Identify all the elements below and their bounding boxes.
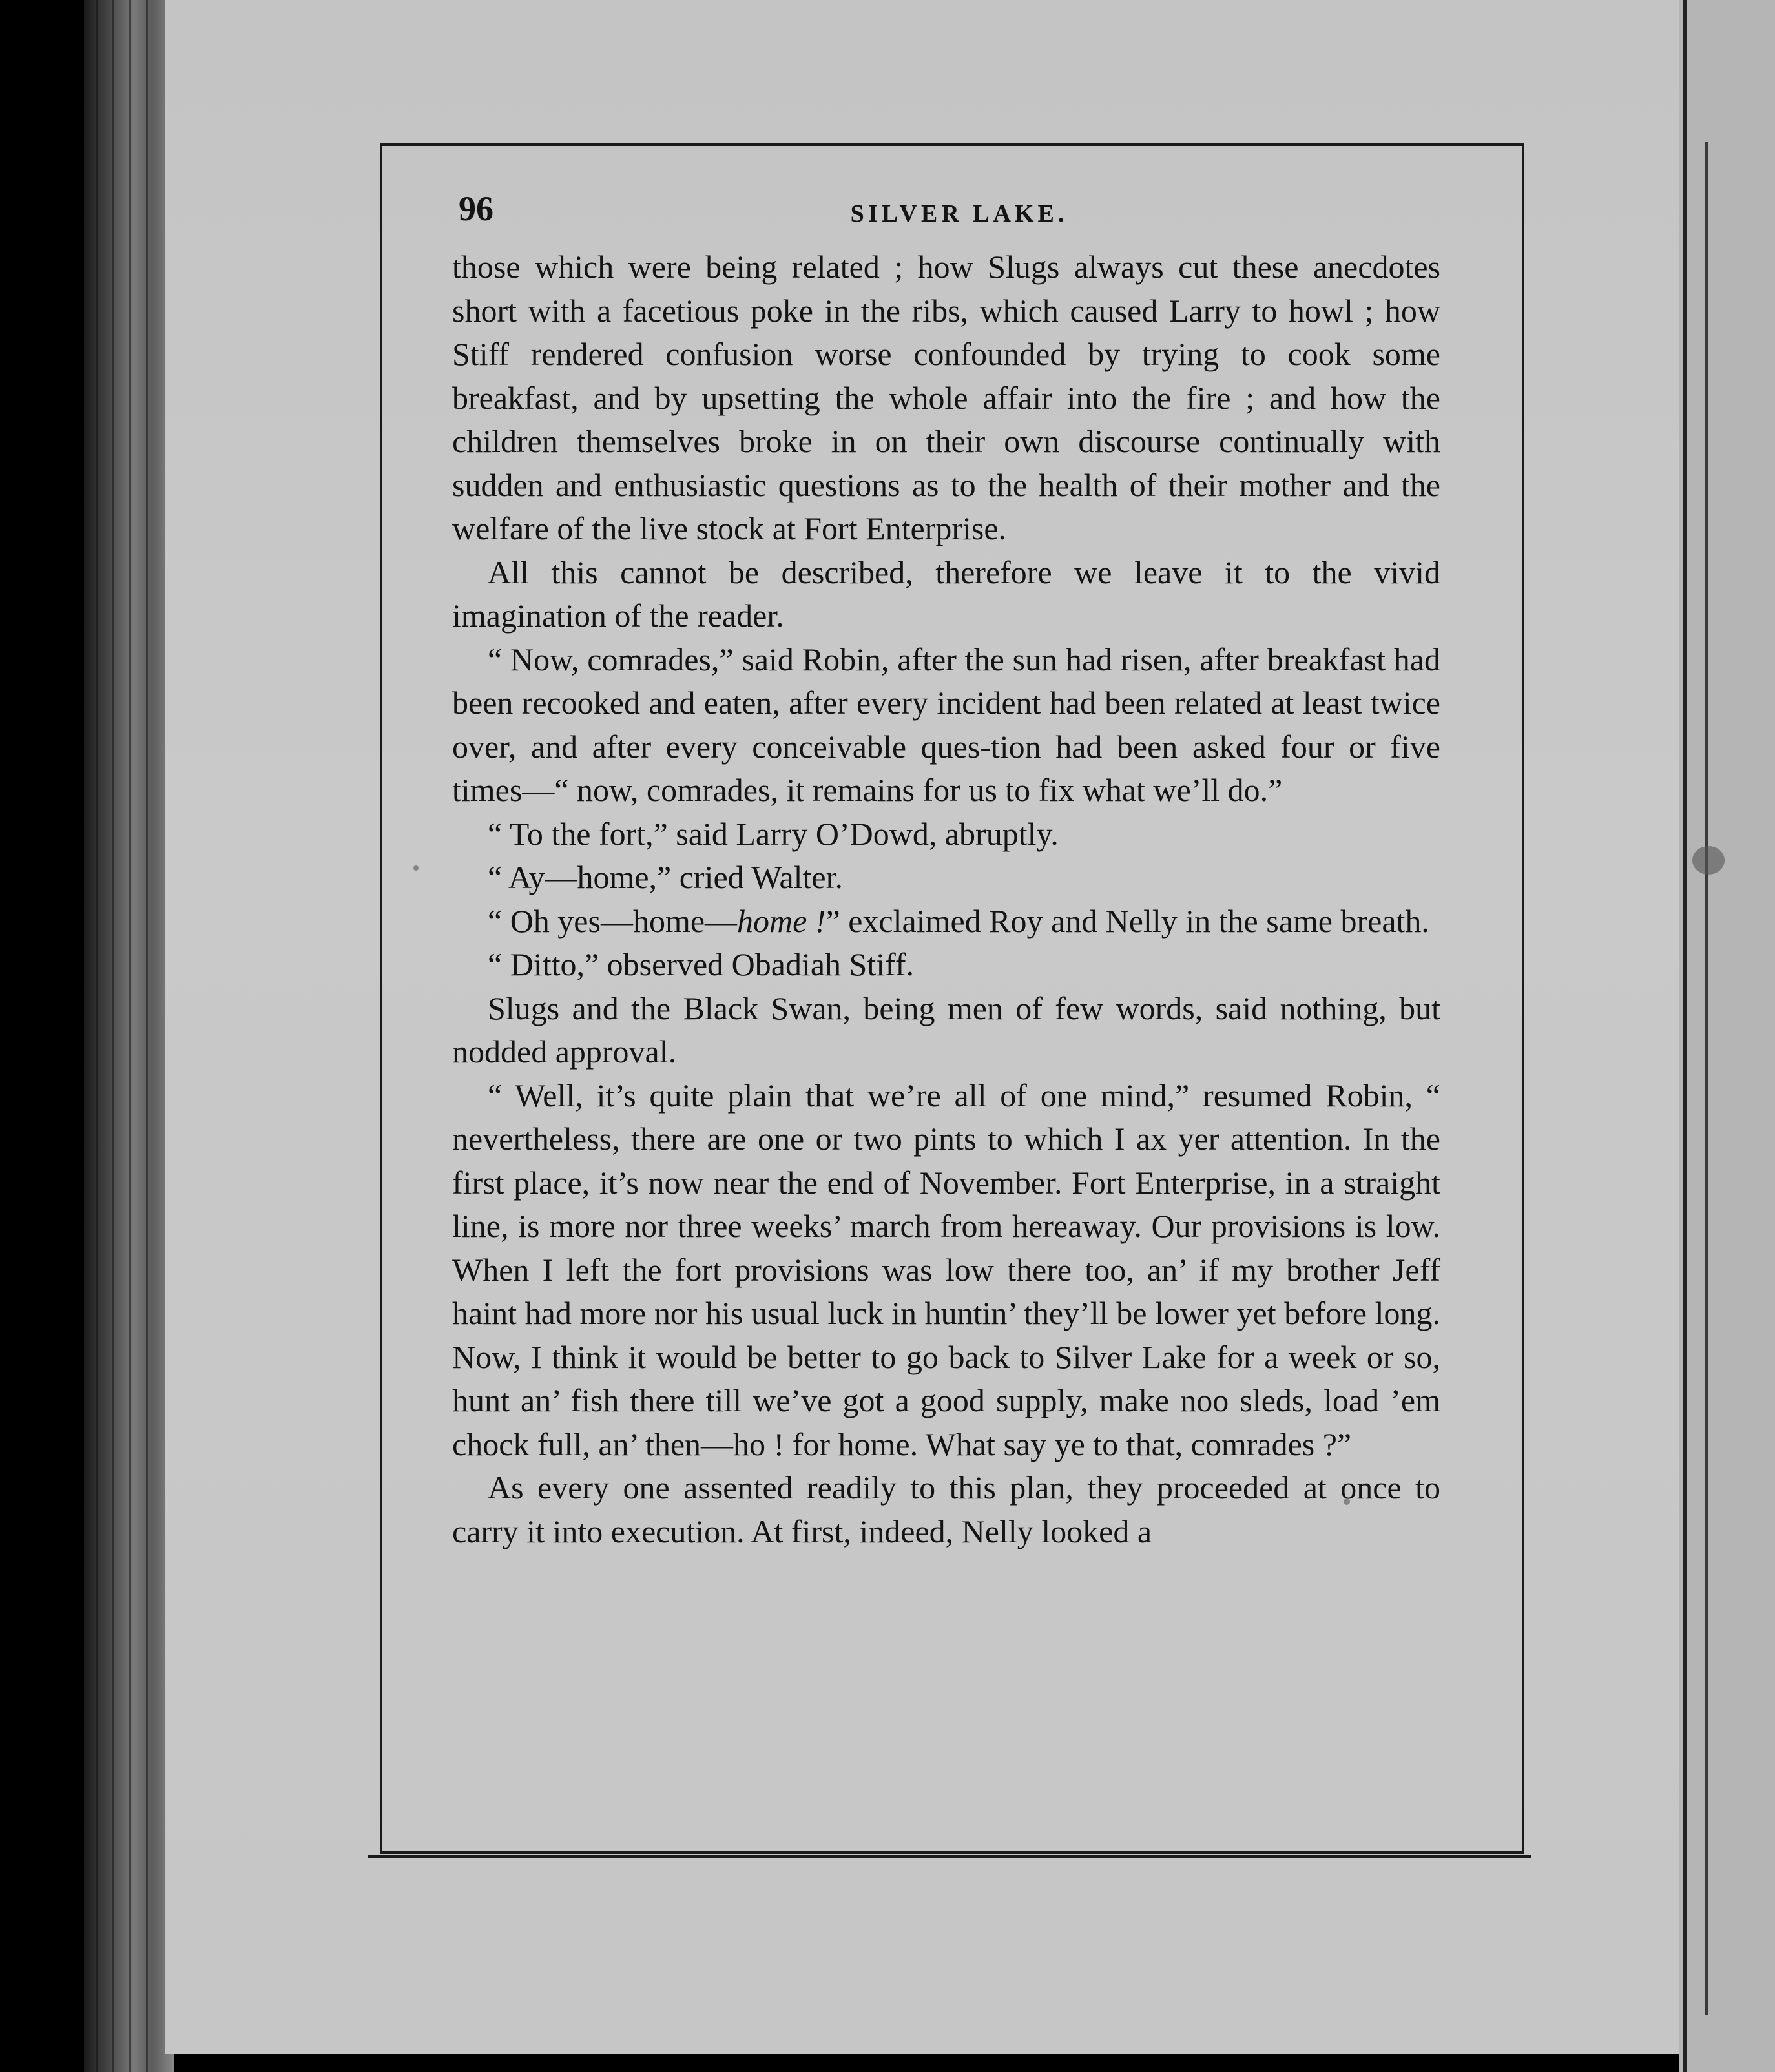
facing-page-rule — [1683, 0, 1687, 2072]
paragraph: “ Ay—home,” cried Walter. — [488, 859, 843, 895]
paragraph: those which were being related ; how Slugs always cut these anecdotes short with a facetious poke in the ribs, which caused Larry to howl ; how Stiff rendered confusion worse confounded by trying to cook some breakfast, and by upsetting the whole affair into the fire ; and how the children themselves broke in on their own discourse continually with sudden and enthusiastic questions as to the health of their mother and the welfare of the live stock at Fort Enterprise. — [452, 249, 1440, 546]
paragraph — [452, 900, 1440, 944]
paragraph-text: “ Oh yes—home— — [488, 902, 738, 939]
page-edge-line — [112, 0, 114, 2072]
paragraph: “ Well, it’s quite plain that we’re all of one mind,” resumed Robin, “ nevertheless, there are one or two pints to which I ax yer attention. In the first place, it’s now near the end of November. Fort Enterprise, in a straight line, is more nor three weeks’ march from hereaway. Our provisions is low. When I left the fort provisions was low there too, an’ if my brother Jeff haint had more nor his usual luck in huntin’ they’ll be lower yet before long. Now, I think it would be better to go back to Silver Lake for a week or so, hunt an’ fish there till we’ve got a good supply, make noo sleds, load ’em chock full, an’ then—ho ! for home. What say ye to that, comrades ?” — [452, 1077, 1440, 1462]
page-stack-edge — [84, 0, 174, 2072]
emphasized-text: home ! — [737, 902, 826, 939]
page-edge-line — [129, 0, 131, 2072]
paragraph: “ To the fort,” said Larry O’Dowd, abruptly. — [488, 815, 1059, 852]
ink-blot — [1692, 846, 1725, 875]
paragraph-text: ” exclaimed Roy and Nelly in the same breath. — [825, 902, 1429, 939]
paragraph: As every one assented readily to this plan, they proceeded at once to carry it into execution. At first, indeed, Nelly looked a — [452, 1469, 1440, 1549]
page-edge-line — [146, 0, 148, 2072]
paragraph: “ Now, comrades,” said Robin, after the sun had risen, after breakfast had been recooked and eaten, after every incident had been related at least twice over, and after every conceivable ques-tion had been asked four or five times—“ now, comrades, it remains for us to fix what we’ll do.” — [452, 641, 1440, 808]
running-head — [452, 187, 1440, 245]
facing-page-edge — [1679, 0, 1775, 2072]
paragraph: Slugs and the Black Swan, being men of few words, said nothing, but nodded approval. — [452, 989, 1440, 1070]
frame-bottom-rule — [368, 1855, 1531, 1858]
running-title: SILVER LAKE. — [850, 200, 1068, 227]
page-text — [452, 187, 1440, 1553]
page-edge-line — [96, 0, 98, 2072]
paragraph: “ Ditto,” observed Obadiah Stiff. — [488, 946, 915, 982]
facing-page-rule — [1705, 142, 1708, 2015]
paragraph: All this cannot be described, therefore we leave it to the vivid imagination of the reader. — [452, 554, 1440, 634]
page-number: 96 — [459, 189, 493, 228]
ink-speck — [413, 865, 419, 871]
